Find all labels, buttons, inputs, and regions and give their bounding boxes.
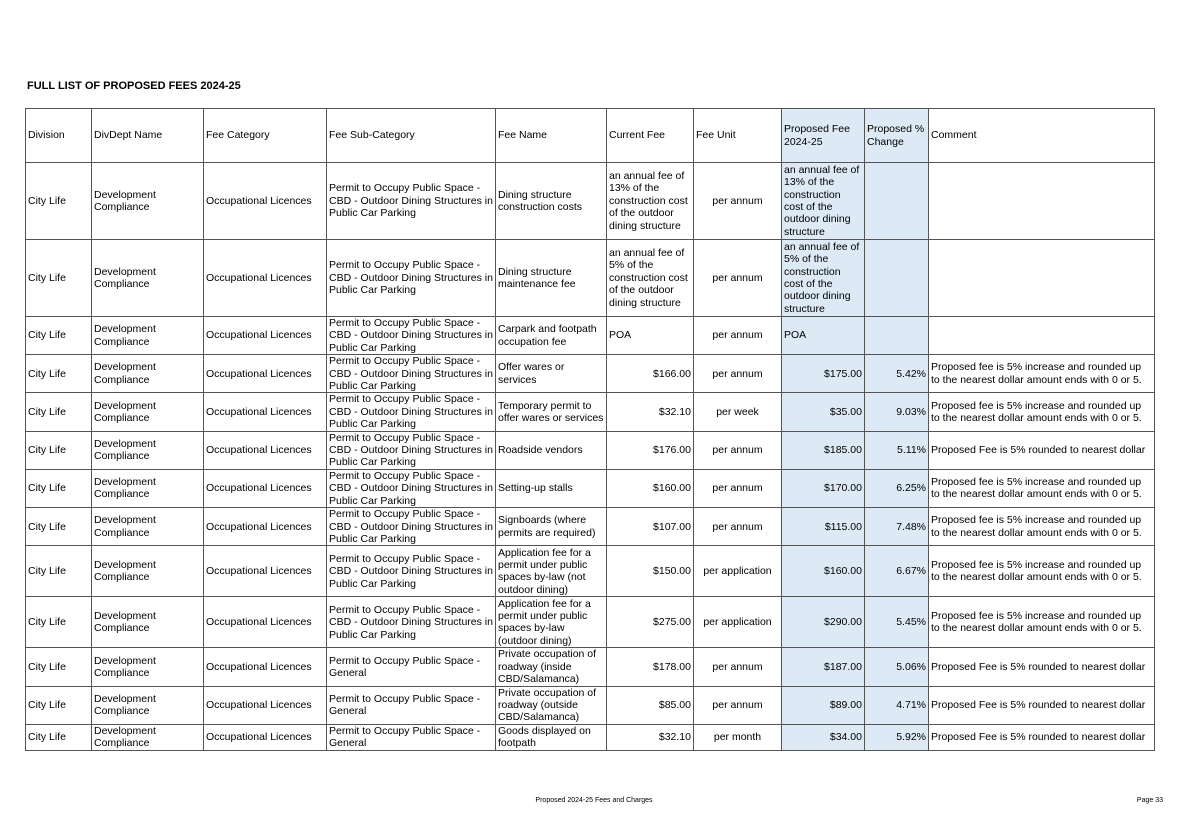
table-row bbox=[26, 724, 1155, 750]
cell-category: Occupational Licences bbox=[204, 469, 327, 507]
cell-subcategory: Permit to Occupy Public Space - CBD - Outdoor Dining Structures in Public Car Parking bbox=[327, 163, 496, 240]
cell-current-fee: $107.00 bbox=[607, 508, 694, 546]
cell-division: City Life bbox=[26, 355, 92, 393]
cell-division: City Life bbox=[26, 546, 92, 597]
cell-comment: Proposed Fee is 5% rounded to nearest dollar bbox=[929, 431, 1155, 469]
cell-subcategory: Permit to Occupy Public Space - General bbox=[327, 724, 496, 750]
cell-percent-change bbox=[865, 317, 929, 355]
cell-category: Occupational Licences bbox=[204, 431, 327, 469]
header-percent-change: Proposed % Change bbox=[865, 109, 929, 163]
cell-fee-name: Signboards (where permits are required) bbox=[496, 508, 607, 546]
cell-proposed-fee: $115.00 bbox=[782, 508, 865, 546]
cell-current-fee: $166.00 bbox=[607, 355, 694, 393]
cell-proposed-fee: $34.00 bbox=[782, 724, 865, 750]
cell-fee-name: Application fee for a permit under public spaces by-law (outdoor dining) bbox=[496, 597, 607, 648]
cell-percent-change bbox=[865, 163, 929, 240]
footer-document-title: Proposed 2024-25 Fees and Charges bbox=[535, 797, 653, 804]
cell-divdept: Development Compliance bbox=[92, 163, 204, 240]
cell-category: Occupational Licences bbox=[204, 163, 327, 240]
cell-percent-change: 9.03% bbox=[865, 393, 929, 431]
cell-category: Occupational Licences bbox=[204, 597, 327, 648]
cell-fee-unit: per annum bbox=[694, 648, 782, 686]
cell-fee-unit: per annum bbox=[694, 163, 782, 240]
cell-current-fee: an annual fee of 13% of the construction cost of the outdoor dining structure bbox=[607, 163, 694, 240]
cell-comment: Proposed fee is 5% increase and rounded up to the nearest dollar amount ends with 0 or 5. bbox=[929, 508, 1155, 546]
cell-percent-change: 5.06% bbox=[865, 648, 929, 686]
table-row bbox=[26, 508, 1155, 546]
cell-divdept: Development Compliance bbox=[92, 469, 204, 507]
header-row bbox=[26, 109, 1155, 163]
cell-proposed-fee: $290.00 bbox=[782, 597, 865, 648]
cell-fee-unit: per application bbox=[694, 546, 782, 597]
cell-subcategory: Permit to Occupy Public Space - CBD - Outdoor Dining Structures in Public Car Parking bbox=[327, 393, 496, 431]
table-row bbox=[26, 546, 1155, 597]
cell-proposed-fee: $170.00 bbox=[782, 469, 865, 507]
footer-page-number: Page 33 bbox=[1136, 797, 1163, 804]
cell-divdept: Development Compliance bbox=[92, 240, 204, 317]
cell-proposed-fee: $160.00 bbox=[782, 546, 865, 597]
cell-fee-unit: per annum bbox=[694, 240, 782, 317]
cell-divdept: Development Compliance bbox=[92, 648, 204, 686]
cell-category: Occupational Licences bbox=[204, 546, 327, 597]
cell-fee-name: Dining structure maintenance fee bbox=[496, 240, 607, 317]
cell-proposed-fee: POA bbox=[782, 317, 865, 355]
cell-division: City Life bbox=[26, 508, 92, 546]
cell-division: City Life bbox=[26, 240, 92, 317]
cell-fee-unit: per annum bbox=[694, 686, 782, 724]
cell-division: City Life bbox=[26, 163, 92, 240]
cell-division: City Life bbox=[26, 431, 92, 469]
cell-category: Occupational Licences bbox=[204, 508, 327, 546]
cell-category: Occupational Licences bbox=[204, 317, 327, 355]
cell-comment: Proposed fee is 5% increase and rounded up to the nearest dollar amount ends with 0 or 5. bbox=[929, 546, 1155, 597]
cell-fee-unit: per annum bbox=[694, 508, 782, 546]
cell-fee-name: Carpark and footpath occupation fee bbox=[496, 317, 607, 355]
cell-proposed-fee: an annual fee of 13% of the construction cost of the outdoor dining structure bbox=[782, 163, 865, 240]
cell-percent-change: 5.92% bbox=[865, 724, 929, 750]
cell-current-fee: $160.00 bbox=[607, 469, 694, 507]
cell-comment bbox=[929, 317, 1155, 355]
cell-subcategory: Permit to Occupy Public Space - CBD - Outdoor Dining Structures in Public Car Parking bbox=[327, 355, 496, 393]
table-row bbox=[26, 393, 1155, 431]
cell-divdept: Development Compliance bbox=[92, 508, 204, 546]
cell-divdept: Development Compliance bbox=[92, 317, 204, 355]
cell-fee-name: Goods displayed on footpath bbox=[496, 724, 607, 750]
cell-fee-unit: per month bbox=[694, 724, 782, 750]
cell-division: City Life bbox=[26, 469, 92, 507]
cell-percent-change: 5.45% bbox=[865, 597, 929, 648]
cell-category: Occupational Licences bbox=[204, 355, 327, 393]
cell-comment: Proposed Fee is 5% rounded to nearest dollar bbox=[929, 686, 1155, 724]
cell-divdept: Development Compliance bbox=[92, 686, 204, 724]
cell-divdept: Development Compliance bbox=[92, 546, 204, 597]
table-row bbox=[26, 355, 1155, 393]
cell-comment: Proposed fee is 5% increase and rounded up to the nearest dollar amount ends with 0 or 5. bbox=[929, 355, 1155, 393]
cell-current-fee: an annual fee of 5% of the construction cost of the outdoor dining structure bbox=[607, 240, 694, 317]
cell-subcategory: Permit to Occupy Public Space - CBD - Outdoor Dining Structures in Public Car Parking bbox=[327, 431, 496, 469]
cell-proposed-fee: $185.00 bbox=[782, 431, 865, 469]
cell-divdept: Development Compliance bbox=[92, 393, 204, 431]
cell-percent-change: 5.11% bbox=[865, 431, 929, 469]
cell-current-fee: $32.10 bbox=[607, 724, 694, 750]
cell-divdept: Development Compliance bbox=[92, 355, 204, 393]
cell-comment bbox=[929, 240, 1155, 317]
header-proposed-fee: Proposed Fee 2024-25 bbox=[782, 109, 865, 163]
cell-category: Occupational Licences bbox=[204, 648, 327, 686]
cell-subcategory: Permit to Occupy Public Space - CBD - Outdoor Dining Structures in Public Car Parking bbox=[327, 317, 496, 355]
cell-percent-change bbox=[865, 240, 929, 317]
cell-current-fee: $150.00 bbox=[607, 546, 694, 597]
cell-fee-unit: per annum bbox=[694, 469, 782, 507]
cell-divdept: Development Compliance bbox=[92, 597, 204, 648]
cell-fee-name: Offer wares or services bbox=[496, 355, 607, 393]
cell-current-fee: $178.00 bbox=[607, 648, 694, 686]
cell-division: City Life bbox=[26, 597, 92, 648]
cell-percent-change: 5.42% bbox=[865, 355, 929, 393]
cell-proposed-fee: $89.00 bbox=[782, 686, 865, 724]
cell-fee-name: Dining structure construction costs bbox=[496, 163, 607, 240]
cell-fee-name: Private occupation of roadway (outside CBD/Salamanca) bbox=[496, 686, 607, 724]
cell-subcategory: Permit to Occupy Public Space - CBD - Outdoor Dining Structures in Public Car Parking bbox=[327, 240, 496, 317]
cell-category: Occupational Licences bbox=[204, 686, 327, 724]
cell-subcategory: Permit to Occupy Public Space - CBD - Outdoor Dining Structures in Public Car Parking bbox=[327, 508, 496, 546]
table-row bbox=[26, 240, 1155, 317]
cell-percent-change: 6.25% bbox=[865, 469, 929, 507]
header-fee-name: Fee Name bbox=[496, 109, 607, 163]
cell-subcategory: Permit to Occupy Public Space - General bbox=[327, 648, 496, 686]
cell-proposed-fee: $187.00 bbox=[782, 648, 865, 686]
cell-proposed-fee: $175.00 bbox=[782, 355, 865, 393]
cell-current-fee: $85.00 bbox=[607, 686, 694, 724]
cell-division: City Life bbox=[26, 317, 92, 355]
cell-divdept: Development Compliance bbox=[92, 431, 204, 469]
cell-fee-unit: per annum bbox=[694, 317, 782, 355]
cell-subcategory: Permit to Occupy Public Space - General bbox=[327, 686, 496, 724]
cell-current-fee: $176.00 bbox=[607, 431, 694, 469]
cell-percent-change: 6.67% bbox=[865, 546, 929, 597]
cell-division: City Life bbox=[26, 648, 92, 686]
cell-fee-name: Application fee for a permit under public spaces by-law (not outdoor dining) bbox=[496, 546, 607, 597]
header-fee-unit: Fee Unit bbox=[694, 109, 782, 163]
header-comment: Comment bbox=[929, 109, 1155, 163]
header-divdept: DivDept Name bbox=[92, 109, 204, 163]
cell-fee-unit: per week bbox=[694, 393, 782, 431]
header-category: Fee Category bbox=[204, 109, 327, 163]
cell-division: City Life bbox=[26, 724, 92, 750]
cell-division: City Life bbox=[26, 393, 92, 431]
cell-category: Occupational Licences bbox=[204, 393, 327, 431]
cell-percent-change: 4.71% bbox=[865, 686, 929, 724]
fees-table bbox=[25, 108, 1155, 751]
cell-comment: Proposed fee is 5% increase and rounded up to the nearest dollar amount ends with 0 or 5. bbox=[929, 597, 1155, 648]
cell-comment: Proposed fee is 5% increase and rounded up to the nearest dollar amount ends with 0 or 5. bbox=[929, 393, 1155, 431]
cell-comment: Proposed Fee is 5% rounded to nearest dollar bbox=[929, 724, 1155, 750]
header-division: Division bbox=[26, 109, 92, 163]
table-row bbox=[26, 597, 1155, 648]
header-subcategory: Fee Sub-Category bbox=[327, 109, 496, 163]
header-current-fee: Current Fee bbox=[607, 109, 694, 163]
cell-current-fee: $275.00 bbox=[607, 597, 694, 648]
table-row bbox=[26, 686, 1155, 724]
cell-fee-unit: per annum bbox=[694, 431, 782, 469]
cell-subcategory: Permit to Occupy Public Space - CBD - Outdoor Dining Structures in Public Car Parking bbox=[327, 546, 496, 597]
cell-comment: Proposed fee is 5% increase and rounded up to the nearest dollar amount ends with 0 or 5. bbox=[929, 469, 1155, 507]
cell-proposed-fee: $35.00 bbox=[782, 393, 865, 431]
cell-current-fee: $32.10 bbox=[607, 393, 694, 431]
cell-proposed-fee: an annual fee of 5% of the construction cost of the outdoor dining structure bbox=[782, 240, 865, 317]
cell-fee-name: Private occupation of roadway (inside CBD/Salamanca) bbox=[496, 648, 607, 686]
cell-category: Occupational Licences bbox=[204, 240, 327, 317]
cell-divdept: Development Compliance bbox=[92, 724, 204, 750]
cell-fee-name: Setting-up stalls bbox=[496, 469, 607, 507]
cell-percent-change: 7.48% bbox=[865, 508, 929, 546]
cell-fee-name: Roadside vendors bbox=[496, 431, 607, 469]
cell-comment bbox=[929, 163, 1155, 240]
table-row bbox=[26, 648, 1155, 686]
cell-subcategory: Permit to Occupy Public Space - CBD - Outdoor Dining Structures in Public Car Parking bbox=[327, 469, 496, 507]
cell-current-fee: POA bbox=[607, 317, 694, 355]
cell-category: Occupational Licences bbox=[204, 724, 327, 750]
table-row bbox=[26, 317, 1155, 355]
page-title: FULL LIST OF PROPOSED FEES 2024-25 bbox=[27, 80, 241, 92]
cell-fee-name: Temporary permit to offer wares or services bbox=[496, 393, 607, 431]
cell-division: City Life bbox=[26, 686, 92, 724]
table-row bbox=[26, 163, 1155, 240]
cell-fee-unit: per annum bbox=[694, 355, 782, 393]
cell-comment: Proposed Fee is 5% rounded to nearest dollar bbox=[929, 648, 1155, 686]
cell-fee-unit: per application bbox=[694, 597, 782, 648]
cell-subcategory: Permit to Occupy Public Space - CBD - Outdoor Dining Structures in Public Car Parking bbox=[327, 597, 496, 648]
table-row bbox=[26, 431, 1155, 469]
table-row bbox=[26, 469, 1155, 507]
